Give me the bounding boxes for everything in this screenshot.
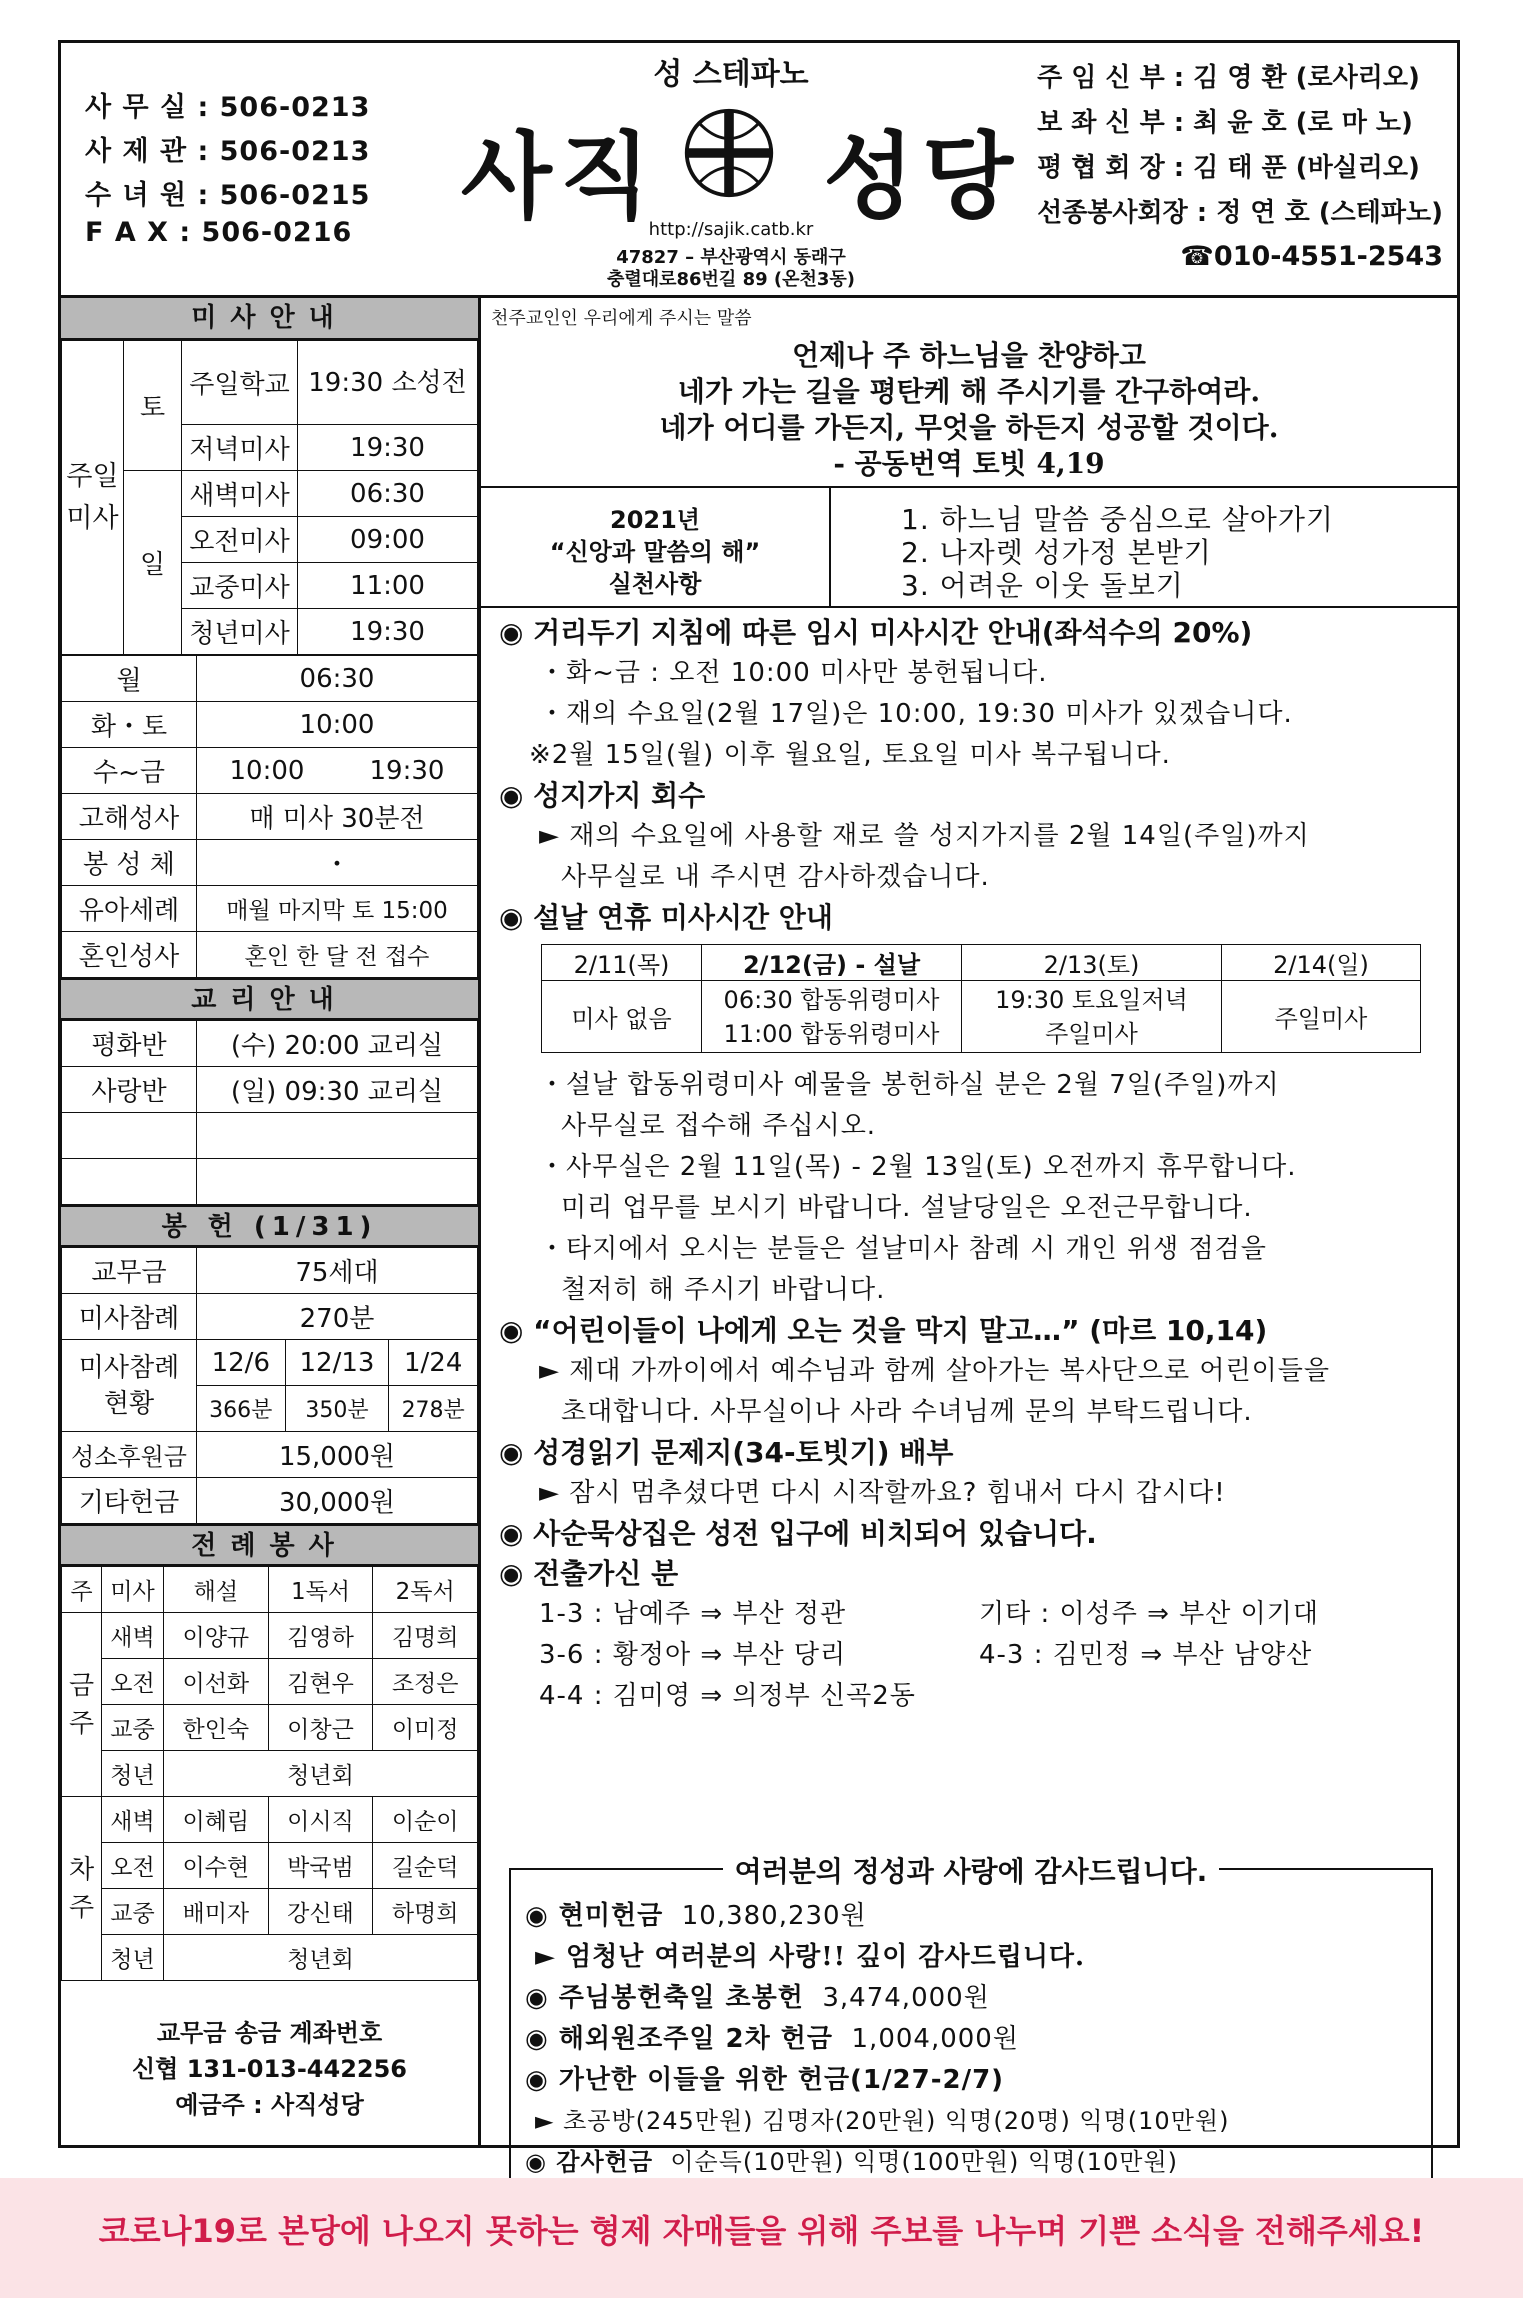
year-item: 3. 어려운 이웃 돌보기 [901, 569, 1184, 602]
holiday-cell: 주일미사 [1222, 981, 1421, 1053]
mass-time: 19:30 [298, 425, 478, 471]
class-schedule: (수) 20:00 교리실 [197, 1021, 478, 1067]
thanks-amount: 10,380,230원 [681, 1901, 867, 1931]
mass-name: 교중미사 [182, 563, 298, 609]
holiday-cell [962, 981, 1222, 1053]
holiday-header: 2/13(토) [962, 945, 1222, 981]
holiday-cell [702, 981, 962, 1053]
offering-section-title: 봉 헌 (1/31) [61, 1205, 478, 1247]
liturgy-person: 이시직 [268, 1797, 373, 1843]
liturgy-mass: 청년 [102, 1751, 164, 1797]
right-column [481, 298, 1457, 2176]
church-subtitle: 성 스테파노 [653, 57, 809, 92]
holiday-cell-line: 19:30 토요일저녁 [995, 985, 1188, 1014]
bulletin-page [58, 40, 1460, 2176]
liturgy-mass: 새벽 [102, 1613, 164, 1659]
notices [481, 613, 1457, 1717]
year-label-line: “신앙과 말씀의 해” [549, 538, 761, 566]
liturgy-person: 김현우 [268, 1659, 373, 1705]
status-value: 278분 [389, 1386, 478, 1432]
holiday-mass-table [541, 944, 1421, 1053]
year-theme [481, 488, 1457, 608]
contact-convent: 수 녀 원 : 506-0215 [85, 180, 371, 211]
mass-name: 오전미사 [182, 517, 298, 563]
offering-value: 75세대 [197, 1248, 478, 1294]
left-column [61, 298, 481, 2148]
liturgy-person: 길순덕 [373, 1843, 478, 1889]
class-name: 사랑반 [62, 1067, 197, 1113]
liturgy-person: 김명희 [373, 1613, 478, 1659]
liturgy-header: 주 [62, 1567, 102, 1613]
sacrament-value: 매월 마지막 토 15:00 [197, 886, 478, 932]
sunday-label: 일 [124, 471, 182, 655]
holiday-cell-line: 06:30 합동위령미사 [723, 985, 940, 1014]
liturgy-mass: 교중 [102, 1889, 164, 1935]
transfer-entry: 1-3 : 남예주 ⇒ 부산 정관 [539, 1599, 847, 1629]
notice-title: ◉ 성지가지 회수 [499, 779, 706, 812]
notice-line: ・사무실은 2월 11일(목) - 2월 13일(토) 오전까지 휴무합니다. [539, 1152, 1297, 1182]
footer-message: 코로나19로 본당에 나오지 못하는 형제 자매들을 위해 주보를 나누며 기쁜 소식을 전해주세요! [98, 2212, 1425, 2250]
year-item: 1. 하느님 말씀 중심으로 살아가기 [901, 503, 1334, 536]
thanks-row [525, 2060, 1229, 2101]
liturgy-person: 청년회 [164, 1751, 478, 1797]
offering-value: 30,000원 [197, 1478, 478, 1524]
transfer-entry: 3-6 : 황정아 ⇒ 부산 당리 [539, 1640, 847, 1670]
empty-cell [62, 1159, 197, 1205]
thanks-amount: 3,474,000원 [822, 1983, 990, 2013]
contact-fax: F A X : 506-0216 [85, 217, 353, 248]
thanks-label: ◉ 감사헌금 [525, 2148, 654, 2176]
liturgy-person: 강신태 [268, 1889, 373, 1935]
liturgy-person: 이순이 [373, 1797, 478, 1843]
year-theme-label [481, 488, 831, 606]
year-label-line: 실천사항 [608, 570, 702, 598]
year-theme-items [901, 498, 1334, 602]
mass-schedule-table [61, 340, 478, 655]
notice-line: 사무실로 내 주시면 감사하겠습니다. [561, 862, 990, 892]
scripture-verse [481, 298, 1457, 488]
next-week-label: 차주 [62, 1797, 102, 1981]
liturgy-person: 이양규 [164, 1613, 269, 1659]
transfer-row [499, 1635, 1457, 1676]
status-date: 12/13 [285, 1340, 389, 1386]
holiday-header: 2/11(목) [542, 945, 702, 981]
status-value: 366분 [197, 1386, 286, 1432]
thanks-label: ◉ 현미헌금 [525, 1901, 664, 1931]
liturgy-header: 미사 [102, 1567, 164, 1613]
thanks-row [525, 2142, 1229, 2183]
status-date: 12/6 [197, 1340, 286, 1386]
bank-account-title: 교무금 송금 계좌번호 [156, 2019, 383, 2047]
thanks-box [509, 1855, 1433, 2182]
thanks-row [525, 1978, 1229, 2019]
verse-line: 언제나 주 하느님을 찬양하고 [792, 339, 1146, 372]
weekday-time-evening: 19:30 [337, 748, 478, 794]
mass-time: 06:30 [298, 471, 478, 517]
weekday-time: 06:30 [197, 656, 478, 702]
sacrament-value: ・ [197, 840, 478, 886]
liturgy-table [61, 1566, 478, 1981]
council-president: 평 협 회 장 : 김 태 푼 (바실리오) [1037, 153, 1420, 183]
notice-line: 철저히 해 주시기 바랍니다. [561, 1275, 886, 1305]
notice-line: ・재의 수요일(2월 17일)은 10:00, 19:30 미사가 있겠습니다. [539, 699, 1293, 729]
holiday-cell-line: 주일미사 [1045, 1019, 1138, 1048]
contact-list [85, 85, 370, 261]
address-line1: 47827 – 부산광역시 동래구 [616, 247, 846, 268]
mass-time: 11:00 [298, 563, 478, 609]
verse-reference: - 공동번역 토빗 4,19 [833, 447, 1105, 480]
status-date: 1/24 [389, 1340, 478, 1386]
website-link[interactable]: http://sajik.catb.kr [648, 219, 814, 240]
liturgy-person: 하명희 [373, 1889, 478, 1935]
contact-office: 사 무 실 : 506-0213 [85, 92, 371, 123]
liturgy-section-title: 전례봉사 [61, 1524, 478, 1566]
offering-label: 기타헌금 [62, 1478, 197, 1524]
assistant-priest: 보 좌 신 부 : 최 윤 호 (로 마 노) [1037, 108, 1413, 138]
holiday-header: 2/12(금) - 설날 [702, 945, 962, 981]
weekday-label: 월 [62, 656, 197, 702]
header [61, 43, 1457, 298]
catechism-section-title: 교리안내 [61, 978, 478, 1020]
weekday-time: 10:00 [197, 702, 478, 748]
notice-title: ◉ 거리두기 지침에 따른 임시 미사시간 안내(좌석수의 20%) [499, 616, 1253, 649]
contact-rectory: 사 제 관 : 506-0213 [85, 136, 371, 167]
sacrament-label: 혼인성사 [62, 932, 197, 978]
liturgy-person: 한인숙 [164, 1705, 269, 1751]
mass-time: 19:30 소성전 [298, 341, 478, 425]
class-schedule: (일) 09:30 교리실 [197, 1067, 478, 1113]
liturgy-person: 이창근 [268, 1705, 373, 1751]
notice-line: ・화~금 : 오전 10:00 미사만 봉헌됩니다. [539, 658, 1048, 688]
notice-title: ◉ 성경읽기 문제지(34-토빗기) 배부 [499, 1436, 954, 1469]
mass-name: 주일학교 [182, 341, 298, 425]
notice-title: ◉ 사순묵상집은 성전 입구에 비치되어 있습니다. [499, 1517, 1097, 1550]
sacrament-value: 매 미사 30분전 [197, 794, 478, 840]
liturgy-mass: 새벽 [102, 1797, 164, 1843]
liturgy-person: 배미자 [164, 1889, 269, 1935]
verse-line: 네가 가는 길을 평탄케 해 주시기를 간구하여라. [677, 375, 1261, 408]
notice-line: ► 잠시 멈추셨다면 다시 시작할까요? 힘내서 다시 갑시다! [539, 1478, 1226, 1508]
sunday-mass-label: 주일미사 [62, 341, 124, 655]
transfer-entry: 4-4 : 김미영 ⇒ 의정부 신곡2동 [539, 1681, 916, 1711]
mass-time: 19:30 [298, 609, 478, 655]
liturgy-mass: 교중 [102, 1705, 164, 1751]
saturday-label: 토 [124, 341, 182, 471]
notice-line: ► 제대 가까이에서 예수님과 함께 살아가는 복사단으로 어린이들을 [539, 1356, 1330, 1386]
verse-line: 네가 어디를 가든지, 무엇을 하든지 성공할 것이다. [659, 411, 1279, 444]
offering-label: 교무금 [62, 1248, 197, 1294]
catechism-table [61, 1020, 478, 1205]
holiday-cell-line: 11:00 합동위령미사 [723, 1019, 940, 1048]
church-title-word1: 사직 [461, 123, 659, 232]
pastor: 주 임 신 부 : 김 영 환 (로사리오) [1037, 63, 1420, 93]
notice-line: 초대합니다. 사무실이나 사라 수녀님께 문의 부탁드립니다. [561, 1397, 1253, 1427]
offering-label: 미사참례 [62, 1294, 197, 1340]
mass-section-title: 미사안내 [61, 298, 478, 340]
weekday-label: 수~금 [62, 748, 197, 794]
notice-line: 미리 업무를 보시기 바랍니다. 설날당일은 오전근무합니다. [561, 1193, 1253, 1223]
transfer-row [499, 1676, 1457, 1717]
transfer-row [499, 1594, 1457, 1635]
transfer-entry: 4-3 : 김민정 ⇒ 부산 남양산 [979, 1640, 1313, 1670]
verse-label: 천주교인인 우리에게 주시는 말씀 [491, 308, 752, 329]
empty-cell [197, 1113, 478, 1159]
church-brand [421, 43, 1041, 293]
notice-line: 사무실로 접수해 주십시오. [561, 1111, 877, 1141]
thanks-row [525, 2101, 1229, 2142]
liturgy-person: 조정은 [373, 1659, 478, 1705]
holiday-header: 2/14(일) [1222, 945, 1421, 981]
thanks-label: ► 초공방(245만원) 김명자(20만원) 익명(20명) 익명(10만원) [535, 2107, 1230, 2135]
clergy-list [1037, 57, 1443, 286]
liturgy-header: 2독서 [373, 1567, 478, 1613]
liturgy-person: 이수현 [164, 1843, 269, 1889]
thanks-label: ◉ 해외원조주일 2차 헌금 [525, 2024, 833, 2054]
cross-logo-icon [681, 105, 777, 201]
liturgy-header: 1독서 [268, 1567, 373, 1613]
liturgy-person: 김영하 [268, 1613, 373, 1659]
liturgy-mass: 오전 [102, 1659, 164, 1705]
offering-value: 15,000원 [197, 1432, 478, 1478]
liturgy-person: 이혜림 [164, 1797, 269, 1843]
address-line2: 충렬대로86번길 89 (온천3동) [606, 269, 856, 290]
thanks-amount: 1,004,000원 [851, 2024, 1019, 2054]
phone-number: ☎010-4551-2543 [1180, 241, 1443, 272]
liturgy-mass: 청년 [102, 1935, 164, 1981]
sacrament-label: 봉 성 체 [62, 840, 197, 886]
liturgy-person: 박국범 [268, 1843, 373, 1889]
thanks-row [525, 1896, 1229, 1937]
empty-cell [62, 1113, 197, 1159]
weekday-label: 화・토 [62, 702, 197, 748]
attendance-status-line1: 미사참례 [78, 1352, 180, 1383]
notice-line: ※2월 15일(월) 이후 월요일, 토요일 미사 복구됩니다. [529, 740, 1171, 770]
empty-cell [197, 1159, 478, 1205]
thanks-label: ► 엄청난 여러분의 사랑!! 깊이 감사드립니다. [535, 1942, 1086, 1972]
sacrament-value: 혼인 한 달 전 접수 [197, 932, 478, 978]
weekday-time: 10:00 [197, 748, 337, 794]
liturgy-person: 이미정 [373, 1705, 478, 1751]
class-name: 평화반 [62, 1021, 197, 1067]
mass-name: 새벽미사 [182, 471, 298, 517]
this-week-label: 금주 [62, 1613, 102, 1797]
bank-account-info [61, 1981, 478, 2123]
thanks-amount: 이순득(10만원) 익명(100만원) 익명(10만원) [670, 2148, 1179, 2176]
notice-line: ・설날 합동위령미사 예물을 봉헌하실 분은 2월 7일(주일)까지 [539, 1070, 1280, 1100]
bank-account-holder: 예금주 : 사직성당 [175, 2091, 364, 2119]
offering-label: 성소후원금 [62, 1432, 197, 1478]
bank-account-number: 신협 131-013-442256 [131, 2055, 408, 2083]
thanks-label: ◉ 가난한 이들을 위한 헌금(1/27-2/7) [525, 2065, 1005, 2095]
notice-line: ・타지에서 오시는 분들은 설날미사 참례 시 개인 위생 점검을 [539, 1234, 1267, 1264]
status-value: 350분 [285, 1386, 389, 1432]
thanks-row [525, 1937, 1229, 1978]
liturgy-person: 이선화 [164, 1659, 269, 1705]
mass-time: 09:00 [298, 517, 478, 563]
notice-title: ◉ “어린이들이 나에게 오는 것을 막지 말고…” (마르 10,14) [499, 1314, 1268, 1347]
year-label-line: 2021년 [610, 506, 700, 534]
holiday-cell: 미사 없음 [542, 981, 702, 1053]
liturgy-mass: 오전 [102, 1843, 164, 1889]
funeral-service-head: 선종봉사회장 : 정 연 호 (스테파노) [1037, 198, 1443, 228]
offering-value: 270분 [197, 1294, 478, 1340]
mass-name: 청년미사 [182, 609, 298, 655]
offering-table [61, 1247, 478, 1524]
notice-line: ► 재의 수요일에 사용할 재로 쓸 성지가지를 2월 14일(주일)까지 [539, 821, 1310, 851]
transfer-entry: 기타 : 이성주 ⇒ 부산 이기대 [979, 1599, 1320, 1629]
church-title-word2: 성당 [823, 123, 1021, 232]
thanks-caption: 여러분의 정성과 사랑에 감사드립니다. [723, 1855, 1220, 1888]
sacrament-label: 고해성사 [62, 794, 197, 840]
footer-banner [0, 2178, 1523, 2298]
notice-title: ◉ 설날 연휴 미사시간 안내 [499, 901, 833, 934]
thanks-label: ◉ 주님봉헌축일 초봉헌 [525, 1983, 804, 2013]
thanks-row [525, 2019, 1229, 2060]
mass-name: 저녁미사 [182, 425, 298, 471]
liturgy-header: 해설 [164, 1567, 269, 1613]
sacrament-label: 유아세례 [62, 886, 197, 932]
liturgy-person: 청년회 [164, 1935, 478, 1981]
notice-title: ◉ 전출가신 분 [499, 1557, 679, 1590]
weekday-mass-table [61, 655, 478, 978]
attendance-status-line2: 현황 [103, 1388, 155, 1419]
attendance-status-label [62, 1340, 197, 1432]
year-item: 2. 나자렛 성가정 본받기 [901, 536, 1212, 569]
